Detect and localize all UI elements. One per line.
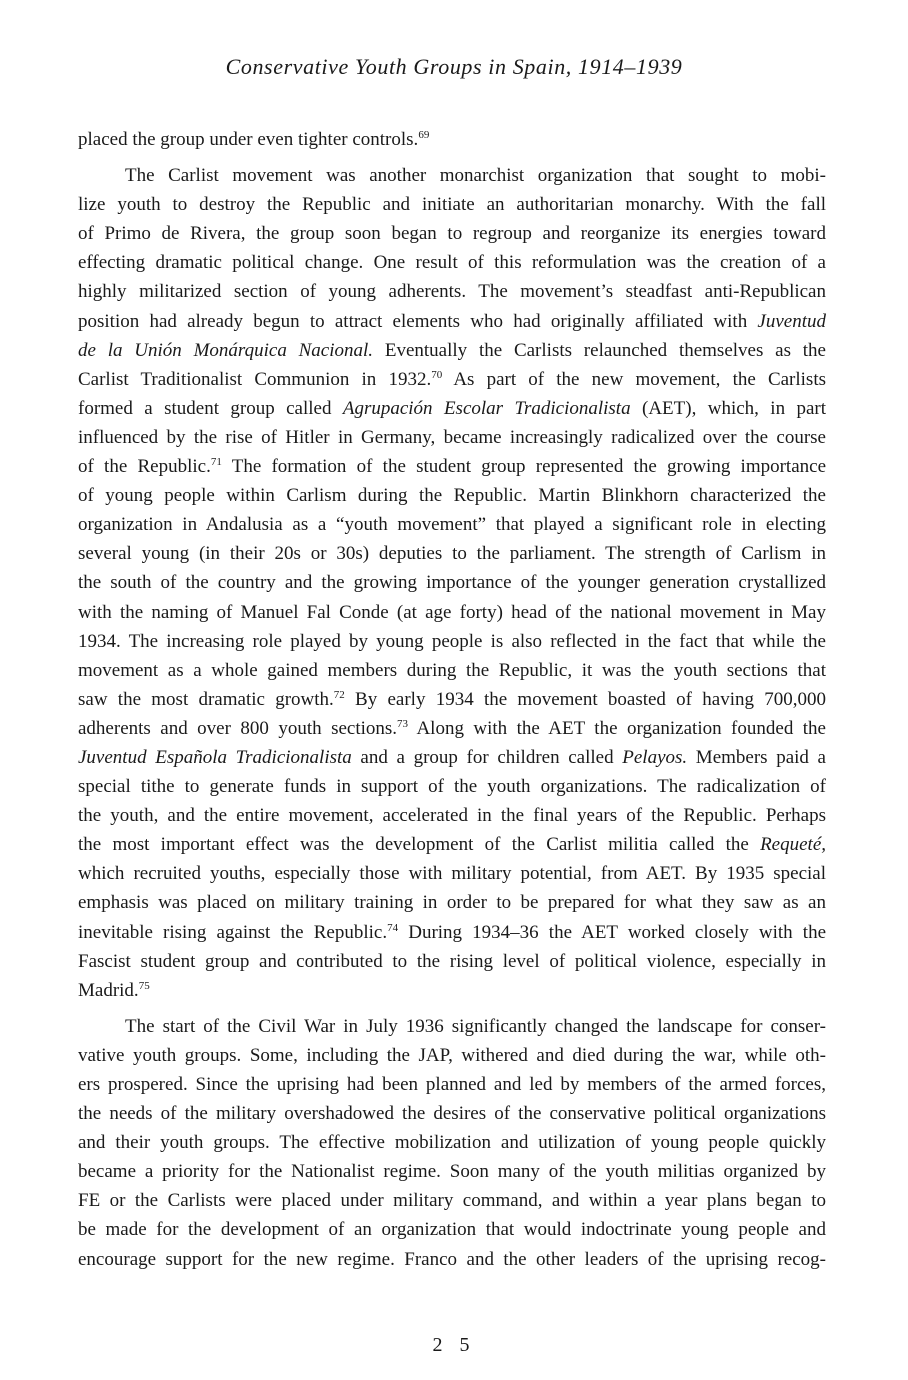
text-run: During 1934–36 the AET worked closely with the xyxy=(398,921,826,943)
footnote-ref: 69 xyxy=(418,129,430,141)
text-line xyxy=(78,423,826,452)
text-run: Eventually the Carlists relaunched themselves as the xyxy=(373,339,826,361)
text-line xyxy=(78,743,826,772)
text-run: the needs of the military overshadowed the desires of the conservative political organizations xyxy=(78,1103,826,1125)
text-line xyxy=(78,510,826,539)
text-run: became a priority for the Nationalist regime. Soon many of the youth militias organized by xyxy=(78,1161,826,1183)
text-run: adherents and over 800 youth sections. xyxy=(78,717,398,739)
text-run: Madrid. xyxy=(78,979,139,1001)
text-run: placed the group under even tighter controls. xyxy=(78,129,419,150)
text-line xyxy=(78,336,826,365)
text-run: which recruited youths, especially those with military potential, from AET. By 1935 special xyxy=(78,863,826,885)
text-line xyxy=(78,1245,826,1274)
text-run: several young (in their 20s or 30s) deputies to the parliament. The strength of Carlism in xyxy=(78,543,826,565)
text-line xyxy=(78,830,826,859)
text-run: lize youth to destroy the Republic and initiate an authoritarian monarchy. With the fall xyxy=(78,194,826,216)
text-line xyxy=(78,568,826,597)
text-run: emphasis was placed on military training in order to be prepared for what they saw as an xyxy=(78,892,826,914)
text-run: saw the most dramatic growth. xyxy=(78,688,334,710)
text-line xyxy=(78,1128,826,1157)
footnote-ref: 75 xyxy=(138,979,150,992)
text-line xyxy=(78,219,826,248)
text-line xyxy=(78,714,826,743)
footnote-ref: 74 xyxy=(387,921,399,934)
text-run: By early 1934 the movement boasted of having 700,000 xyxy=(344,688,826,710)
text-run: effecting dramatic political change. One result of this reformulation was the creation of a xyxy=(78,252,826,274)
text-line xyxy=(78,1012,826,1041)
text-run: formed a student group called xyxy=(78,397,343,419)
footnote-ref: 70 xyxy=(431,368,443,381)
text-run: Members paid a xyxy=(687,746,826,768)
running-head: Conservative Youth Groups in Spain, 1914–1939 xyxy=(225,54,683,79)
text-line xyxy=(78,656,826,685)
text-line xyxy=(78,125,826,154)
text-run: The start of the Civil War in July 1936 significantly changed the landscape for conser- xyxy=(125,1015,826,1037)
paragraph xyxy=(78,125,826,154)
text-line xyxy=(78,1070,826,1099)
text-run: the south of the country and the growing importance of the younger generation crystallized xyxy=(78,572,826,594)
body-text xyxy=(78,125,826,1274)
text-line xyxy=(78,627,826,656)
text-line xyxy=(78,277,826,306)
text-line xyxy=(78,888,826,917)
text-run: the most important effect was the development of the Carlist militia called the xyxy=(78,834,761,856)
text-line xyxy=(78,1157,826,1186)
text-run: (AET), which, in part xyxy=(630,397,827,419)
text-run: of young people within Carlism during the Republic. Martin Blinkhorn characterized the xyxy=(78,485,826,507)
text-run: highly militarized section of young adherents. The movement’s steadfast anti-Republican xyxy=(78,281,826,303)
footnote-ref: 72 xyxy=(333,688,345,701)
text-line xyxy=(78,976,826,1005)
text-line xyxy=(78,452,826,481)
text-run: be made for the development of an organization that would indoctrinate young people and xyxy=(78,1219,826,1241)
italic-text: Agrupación Escolar Tradicionalista xyxy=(342,397,631,419)
text-line xyxy=(78,394,826,423)
text-run: FE or the Carlists were placed under military command, and within a year plans began to xyxy=(78,1190,826,1212)
text-run: and a group for children called xyxy=(351,746,623,768)
text-line xyxy=(78,1041,826,1070)
text-run: Along with the AET the organization founded the xyxy=(408,717,826,739)
text-run: the youth, and the entire movement, accelerated in the final years of the Republic. Perhaps xyxy=(78,805,826,827)
text-line xyxy=(78,539,826,568)
text-line xyxy=(78,248,826,277)
text-run: of Primo de Rivera, the group soon began to regroup and reorganize its energies toward xyxy=(78,223,826,245)
text-run: special tithe to generate funds in support of the youth organizations. The radicalization of xyxy=(78,776,826,798)
italic-text: Juventud Española Tradicionalista xyxy=(78,746,352,768)
paragraph xyxy=(78,161,826,1005)
text-line xyxy=(78,918,826,947)
text-line xyxy=(78,365,826,394)
text-run: ers prospered. Since the uprising had been planned and led by members of the armed forces, xyxy=(78,1074,826,1095)
text-run: with the naming of Manuel Fal Conde (at age forty) head of the national movement in May xyxy=(78,601,826,623)
text-line xyxy=(78,772,826,801)
text-line xyxy=(78,1215,826,1244)
text-run: position had already begun to attract elements who had originally affiliated with xyxy=(78,310,758,332)
text-run: The Carlist movement was another monarchist organization that sought to mobi- xyxy=(125,165,826,187)
text-run: inevitable rising against the Republic. xyxy=(78,921,388,943)
text-run: of the Republic. xyxy=(78,456,211,478)
text-line xyxy=(78,161,826,190)
text-line xyxy=(78,801,826,830)
text-run: As part of the new movement, the Carlists xyxy=(442,368,826,390)
text-run: Fascist student group and contributed to the rising level of political violence, especially in xyxy=(78,950,826,972)
text-line xyxy=(78,1099,826,1128)
text-run: vative youth groups. Some, including the JAP, withered and died during the war, while oth- xyxy=(78,1044,826,1066)
text-run: 1934. The increasing role played by young people is also reflected in the fact that while the xyxy=(78,630,826,652)
text-run: encourage support for the new regime. Franco and the other leaders of the uprising recog- xyxy=(78,1248,826,1270)
paragraph xyxy=(78,1012,826,1274)
text-line xyxy=(78,685,826,714)
text-run: Carlist Traditionalist Communion in 1932. xyxy=(78,368,432,390)
text-run: and their youth groups. The effective mobilization and utilization of young people quickly xyxy=(78,1132,826,1154)
page-number: 2 5 xyxy=(432,1334,476,1356)
text-line xyxy=(78,859,826,888)
text-line xyxy=(78,307,826,336)
footnote-ref: 73 xyxy=(397,717,409,730)
footnote-ref: 71 xyxy=(210,456,222,469)
text-run: movement as a whole gained members during the Republic, it was the youth sections that xyxy=(78,659,826,681)
text-line xyxy=(78,481,826,510)
italic-text: de la Unión Monárquica Nacional. xyxy=(78,339,374,361)
text-run: influenced by the rise of Hitler in Germany, became increasingly radicalized over the course xyxy=(78,426,826,448)
text-line xyxy=(78,598,826,627)
italic-text: Pelayos. xyxy=(622,746,688,768)
text-run: The formation of the student group represented the growing importance xyxy=(221,456,827,478)
text-line xyxy=(78,1186,826,1215)
italic-text: Juventud xyxy=(757,310,826,332)
text-line xyxy=(78,190,826,219)
text-run: organization in Andalusia as a “youth movement” that played a significant role in electing xyxy=(78,514,826,536)
text-line xyxy=(78,947,826,976)
italic-text: Requeté, xyxy=(760,834,826,856)
